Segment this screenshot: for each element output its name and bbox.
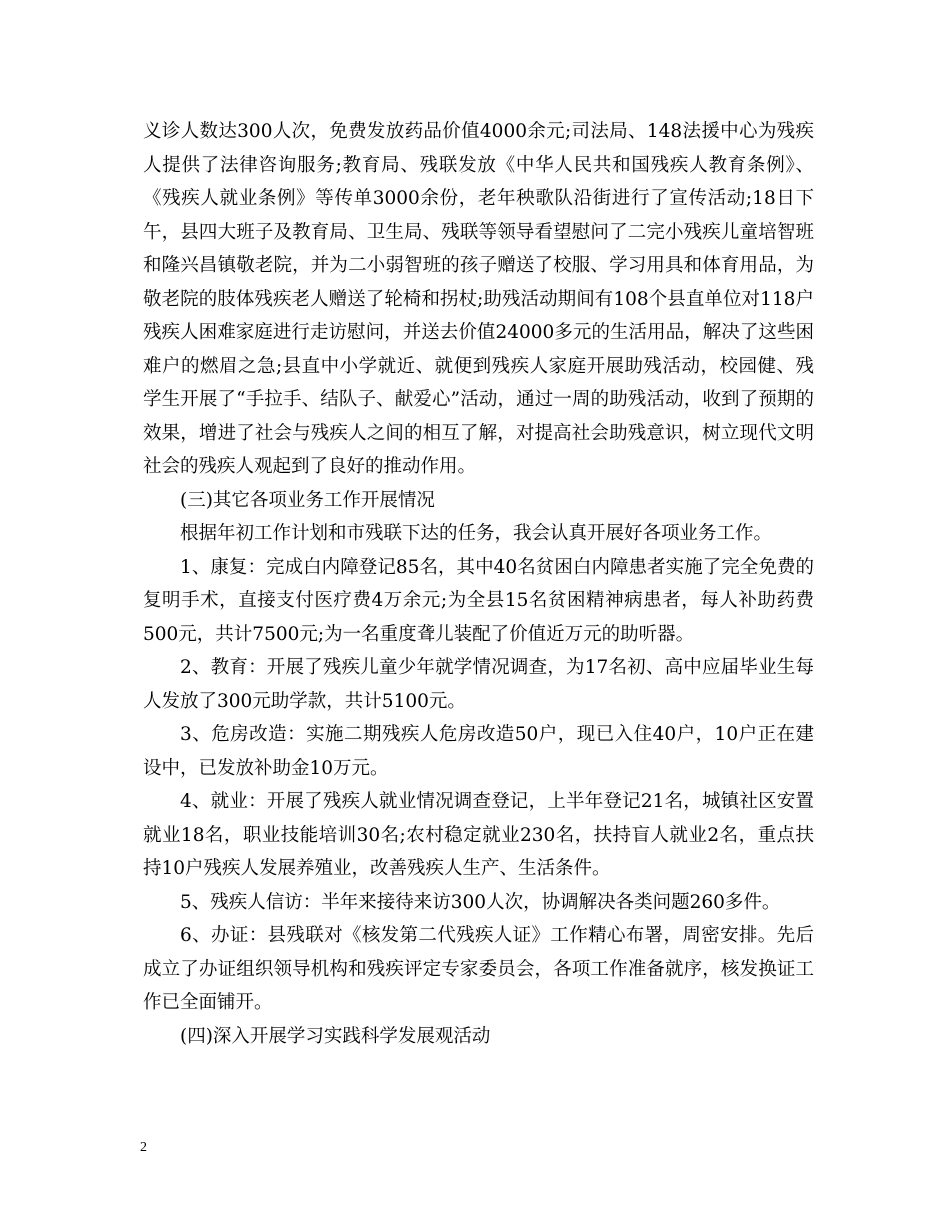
page-number: 2 bbox=[140, 1140, 147, 1155]
paragraph-activity-summary: 义诊人数达300人次，免费发放药品价值4000余元;司法局、148法援中心为残疾人提供了法律咨询服务;教育局、残联发放《中华人民共和国残疾人教育条例》、《残疾人就业条例》等传单3000余份，老年秧歌队沿街进行了宣传活动;18日下午，县四大班子及教育局、卫生局、残联等领导看望慰问了二完小残疾儿童培智班和隆兴昌镇敬老院，并为二小弱智班的孩子赠送了校服、学习用具和体育用品，为敬老院的肢体残疾老人赠送了轮椅和拐杖;助残活动期间有108个县直单位对118户残疾人困难家庭进行走访慰问，并送去价值24000多元的生活用品，解决了这些困难户的燃眉之急;县直中小学就近、就便到残疾人家庭开展助残活动，校园健、残学生开展了“手拉手、结队子、献爱心”活动，通过一周的助残活动，收到了预期的效果，增进了社会与残疾人之间的相互了解，对提高社会助残意识，树立现代文明社会的残疾人观起到了良好的推动作用。 bbox=[143, 121, 814, 477]
paragraph-employment: 4、就业：开展了残疾人就业情况调查登记，上半年登记21名，城镇社区安置就业18名，职业技能培训30名;农村稳定就业230名，扶持盲人就业2名，重点扶持10户残疾人发展养殖业，改善残疾人生产、生活条件。 bbox=[143, 791, 814, 879]
paragraph-education: 2、教育：开展了残疾儿童少年就学情况调查，为17名初、高中应届毕业生每人发放了300元助学款，共计5100元。 bbox=[143, 657, 814, 712]
paragraph-certification: 6、办证：县残联对《核发第二代残疾人证》工作精心布署，周密安排。先后成立了办证组织领导机构和残疾评定专家委员会，各项工作准备就序，核发换证工作已全面铺开。 bbox=[143, 925, 814, 1013]
section-heading-scientific-development: (四)深入开展学习实践科学发展观活动 bbox=[180, 1025, 491, 1047]
paragraph-petitions: 5、残疾人信访：半年来接待来访300人次，协调解决各类问题260多件。 bbox=[180, 891, 781, 913]
paragraph-work-intro: 根据年初工作计划和市残联下达的任务，我会认真开展好各项业务工作。 bbox=[180, 523, 773, 544]
paragraph-rehabilitation: 1、康复：完成白内障登记85名，其中40名贫困白内障患者实施了完全免费的复明手术，直接支付医疗费4万余元;为全县15名贫困精神病患者，每人补助药费500元，共计7500元;为一名重度聋儿装配了价值近万元的助听器。 bbox=[143, 556, 814, 645]
document-body bbox=[143, 115, 814, 1053]
paragraph-housing-renovation: 3、危房改造：实施二期残疾人危房改造50户，现已入住40户，10户正在建设中，已发放补助金10万元。 bbox=[143, 724, 814, 779]
section-heading-other-work: (三)其它各项业务工作开展情况 bbox=[180, 489, 435, 511]
